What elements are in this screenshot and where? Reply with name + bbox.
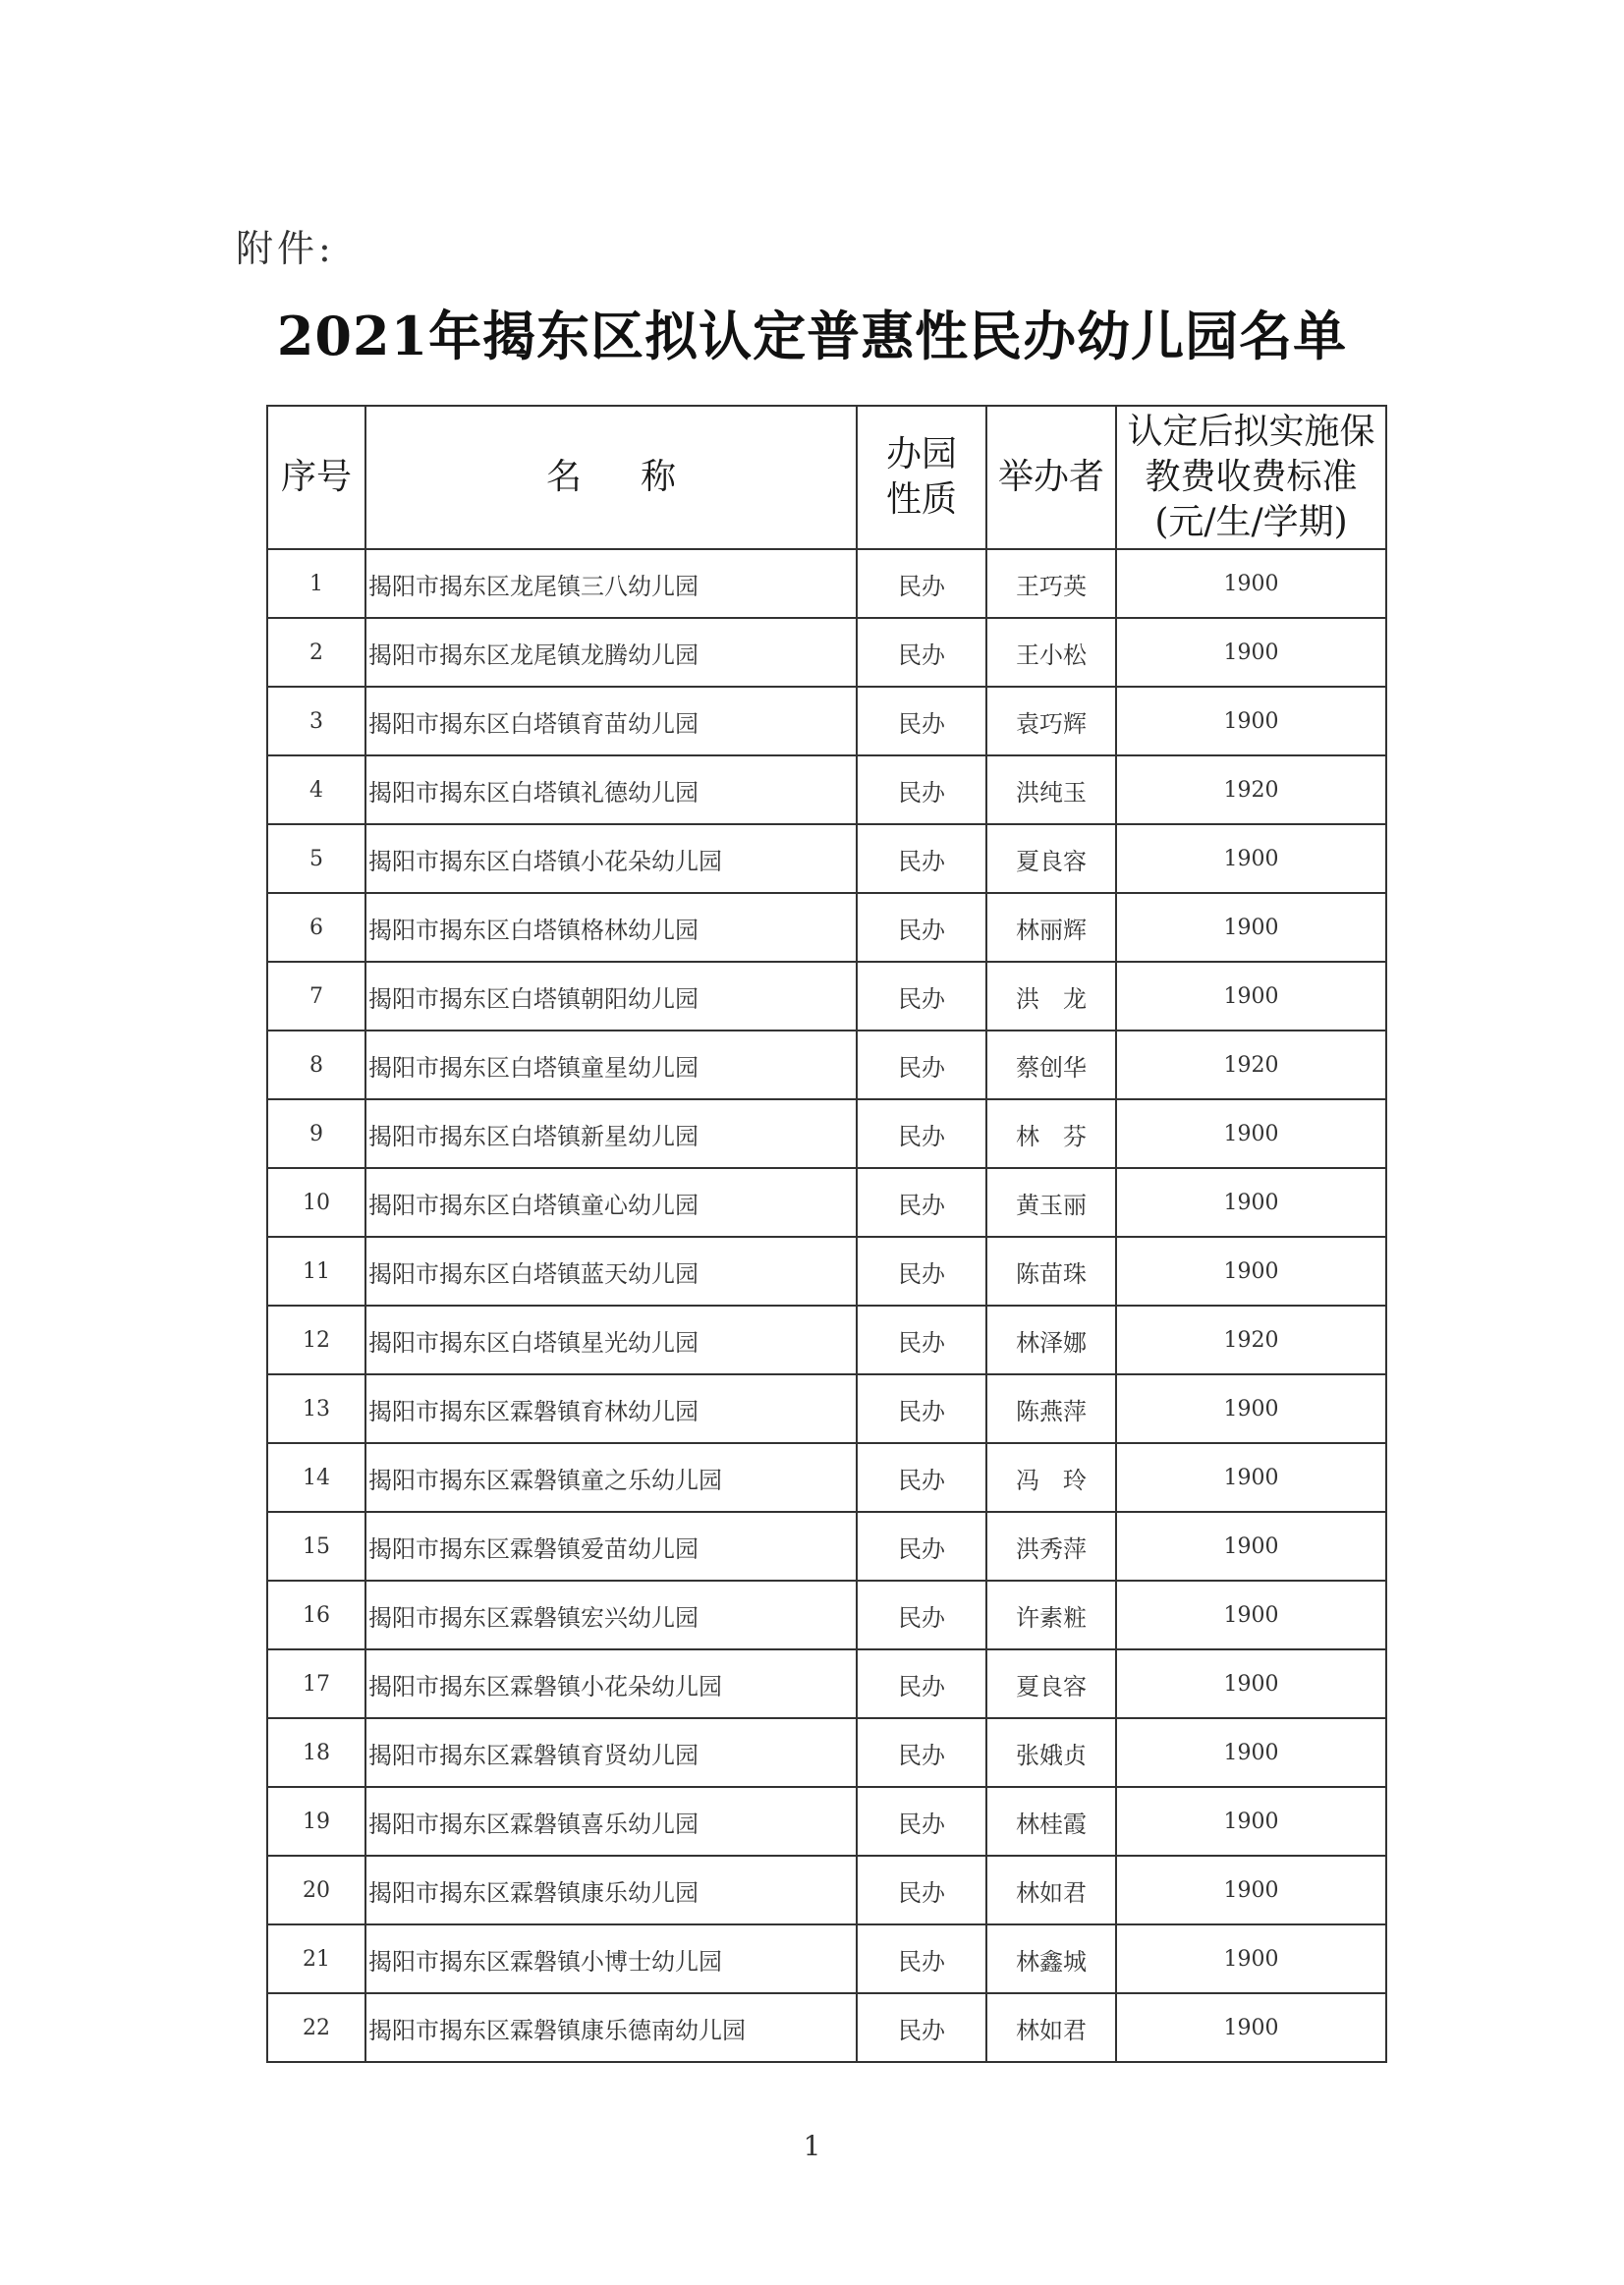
cell-fee: 1900 [1116, 687, 1386, 755]
header-organizer: 举办者 [986, 406, 1116, 549]
table-row [267, 1031, 1386, 1099]
cell-fee: 1900 [1116, 1924, 1386, 1993]
cell-name: 揭阳市揭东区白塔镇童心幼儿园 [365, 1168, 857, 1237]
table-row [267, 1924, 1386, 1993]
cell-organizer: 林鑫城 [986, 1924, 1116, 1993]
cell-index: 3 [267, 687, 365, 755]
cell-fee: 1900 [1116, 1237, 1386, 1306]
cell-organizer: 许素粧 [986, 1581, 1116, 1649]
cell-index: 7 [267, 962, 365, 1031]
table-row [267, 618, 1386, 687]
header-name-label: 名称 [545, 457, 735, 497]
page-title: 2021年揭东区拟认定普惠性民办幼儿园名单 [276, 305, 1348, 367]
cell-fee: 1920 [1116, 1306, 1386, 1374]
table-row [267, 549, 1386, 618]
header-nature: 办园性质 [857, 406, 986, 549]
cell-fee: 1900 [1116, 549, 1386, 618]
table-row [267, 1649, 1386, 1718]
table-row [267, 1993, 1386, 2062]
cell-name: 揭阳市揭东区白塔镇童星幼儿园 [365, 1031, 857, 1099]
cell-index: 10 [267, 1168, 365, 1237]
cell-index: 9 [267, 1099, 365, 1168]
cell-nature: 民办 [857, 1306, 986, 1374]
table-row [267, 962, 1386, 1031]
cell-name: 揭阳市揭东区白塔镇育苗幼儿园 [365, 687, 857, 755]
cell-organizer: 张娥贞 [986, 1718, 1116, 1787]
cell-organizer: 林桂霞 [986, 1787, 1116, 1856]
cell-fee: 1900 [1116, 1581, 1386, 1649]
cell-name: 揭阳市揭东区霖磐镇育林幼儿园 [365, 1374, 857, 1443]
cell-name: 揭阳市揭东区霖磐镇小花朵幼儿园 [365, 1649, 857, 1718]
cell-nature: 民办 [857, 1512, 986, 1581]
table-body [267, 549, 1386, 2062]
attachment-label: 附件: [236, 227, 335, 270]
cell-nature: 民办 [857, 1374, 986, 1443]
cell-index: 8 [267, 1031, 365, 1099]
cell-nature: 民办 [857, 1237, 986, 1306]
cell-index: 15 [267, 1512, 365, 1581]
cell-organizer: 洪 龙 [986, 962, 1116, 1031]
table-row [267, 1306, 1386, 1374]
cell-index: 19 [267, 1787, 365, 1856]
cell-organizer: 袁巧辉 [986, 687, 1116, 755]
table-row [267, 1443, 1386, 1512]
cell-nature: 民办 [857, 1581, 986, 1649]
cell-organizer: 林如君 [986, 1993, 1116, 2062]
cell-fee: 1920 [1116, 755, 1386, 824]
cell-fee: 1900 [1116, 1787, 1386, 1856]
cell-nature: 民办 [857, 1099, 986, 1168]
cell-organizer: 林泽娜 [986, 1306, 1116, 1374]
cell-name: 揭阳市揭东区白塔镇新星幼儿园 [365, 1099, 857, 1168]
cell-nature: 民办 [857, 1718, 986, 1787]
cell-organizer: 蔡创华 [986, 1031, 1116, 1099]
cell-nature: 民办 [857, 1856, 986, 1924]
header-name [365, 406, 857, 549]
cell-nature: 民办 [857, 618, 986, 687]
cell-name: 揭阳市揭东区霖磐镇小博士幼儿园 [365, 1924, 857, 1993]
cell-name: 揭阳市揭东区白塔镇朝阳幼儿园 [365, 962, 857, 1031]
table-row [267, 1512, 1386, 1581]
cell-name: 揭阳市揭东区霖磐镇康乐德南幼儿园 [365, 1993, 857, 2062]
cell-index: 12 [267, 1306, 365, 1374]
cell-organizer: 夏良容 [986, 1649, 1116, 1718]
cell-index: 14 [267, 1443, 365, 1512]
table-row [267, 1237, 1386, 1306]
cell-index: 2 [267, 618, 365, 687]
cell-index: 1 [267, 549, 365, 618]
cell-name: 揭阳市揭东区白塔镇星光幼儿园 [365, 1306, 857, 1374]
cell-nature: 民办 [857, 1993, 986, 2062]
cell-index: 11 [267, 1237, 365, 1306]
cell-index: 16 [267, 1581, 365, 1649]
cell-nature: 民办 [857, 755, 986, 824]
cell-organizer: 林如君 [986, 1856, 1116, 1924]
kindergarten-table [266, 405, 1387, 2063]
cell-organizer: 陈苗珠 [986, 1237, 1116, 1306]
cell-organizer: 夏良容 [986, 824, 1116, 893]
header-fee: 认定后拟实施保教费收费标准(元/生/学期) [1116, 406, 1386, 549]
table-row [267, 1168, 1386, 1237]
table-row [267, 1856, 1386, 1924]
cell-index: 21 [267, 1924, 365, 1993]
table-row [267, 824, 1386, 893]
cell-nature: 民办 [857, 549, 986, 618]
cell-name: 揭阳市揭东区龙尾镇三八幼儿园 [365, 549, 857, 618]
cell-nature: 民办 [857, 893, 986, 962]
table-row [267, 1374, 1386, 1443]
cell-name: 揭阳市揭东区白塔镇礼德幼儿园 [365, 755, 857, 824]
cell-fee: 1900 [1116, 1512, 1386, 1581]
cell-fee: 1900 [1116, 1856, 1386, 1924]
cell-fee: 1900 [1116, 1649, 1386, 1718]
cell-fee: 1900 [1116, 1099, 1386, 1168]
cell-fee: 1900 [1116, 962, 1386, 1031]
cell-index: 5 [267, 824, 365, 893]
cell-index: 13 [267, 1374, 365, 1443]
cell-fee: 1900 [1116, 893, 1386, 962]
cell-organizer: 王巧英 [986, 549, 1116, 618]
cell-nature: 民办 [857, 1031, 986, 1099]
table-row [267, 1787, 1386, 1856]
cell-nature: 民办 [857, 1787, 986, 1856]
cell-name: 揭阳市揭东区霖磐镇育贤幼儿园 [365, 1718, 857, 1787]
cell-organizer: 王小松 [986, 618, 1116, 687]
cell-nature: 民办 [857, 962, 986, 1031]
cell-index: 6 [267, 893, 365, 962]
cell-fee: 1900 [1116, 618, 1386, 687]
page-number: 1 [803, 2130, 821, 2162]
cell-fee: 1900 [1116, 1993, 1386, 2062]
cell-fee: 1920 [1116, 1031, 1386, 1099]
cell-fee: 1900 [1116, 1443, 1386, 1512]
cell-fee: 1900 [1116, 824, 1386, 893]
cell-index: 17 [267, 1649, 365, 1718]
cell-nature: 民办 [857, 1649, 986, 1718]
cell-nature: 民办 [857, 1924, 986, 1993]
table-header-row [267, 406, 1386, 549]
cell-nature: 民办 [857, 824, 986, 893]
cell-organizer: 林丽辉 [986, 893, 1116, 962]
cell-nature: 民办 [857, 687, 986, 755]
table-row [267, 755, 1386, 824]
cell-name: 揭阳市揭东区霖磐镇童之乐幼儿园 [365, 1443, 857, 1512]
cell-index: 20 [267, 1856, 365, 1924]
table-row [267, 1718, 1386, 1787]
cell-index: 22 [267, 1993, 365, 2062]
cell-name: 揭阳市揭东区白塔镇格林幼儿园 [365, 893, 857, 962]
cell-organizer: 陈燕萍 [986, 1374, 1116, 1443]
cell-name: 揭阳市揭东区霖磐镇宏兴幼儿园 [365, 1581, 857, 1649]
cell-organizer: 洪秀萍 [986, 1512, 1116, 1581]
cell-organizer: 林 芬 [986, 1099, 1116, 1168]
cell-index: 18 [267, 1718, 365, 1787]
cell-name: 揭阳市揭东区霖磐镇爱苗幼儿园 [365, 1512, 857, 1581]
table-row [267, 687, 1386, 755]
cell-organizer: 冯 玲 [986, 1443, 1116, 1512]
cell-name: 揭阳市揭东区霖磐镇康乐幼儿园 [365, 1856, 857, 1924]
cell-fee: 1900 [1116, 1168, 1386, 1237]
cell-organizer: 黄玉丽 [986, 1168, 1116, 1237]
cell-name: 揭阳市揭东区霖磐镇喜乐幼儿园 [365, 1787, 857, 1856]
cell-fee: 1900 [1116, 1718, 1386, 1787]
cell-name: 揭阳市揭东区白塔镇蓝天幼儿园 [365, 1237, 857, 1306]
cell-fee: 1900 [1116, 1374, 1386, 1443]
table-row [267, 893, 1386, 962]
cell-nature: 民办 [857, 1168, 986, 1237]
table-row [267, 1581, 1386, 1649]
cell-name: 揭阳市揭东区龙尾镇龙腾幼儿园 [365, 618, 857, 687]
cell-organizer: 洪纯玉 [986, 755, 1116, 824]
cell-nature: 民办 [857, 1443, 986, 1512]
cell-name: 揭阳市揭东区白塔镇小花朵幼儿园 [365, 824, 857, 893]
header-index: 序号 [267, 406, 365, 549]
cell-index: 4 [267, 755, 365, 824]
table-row [267, 1099, 1386, 1168]
